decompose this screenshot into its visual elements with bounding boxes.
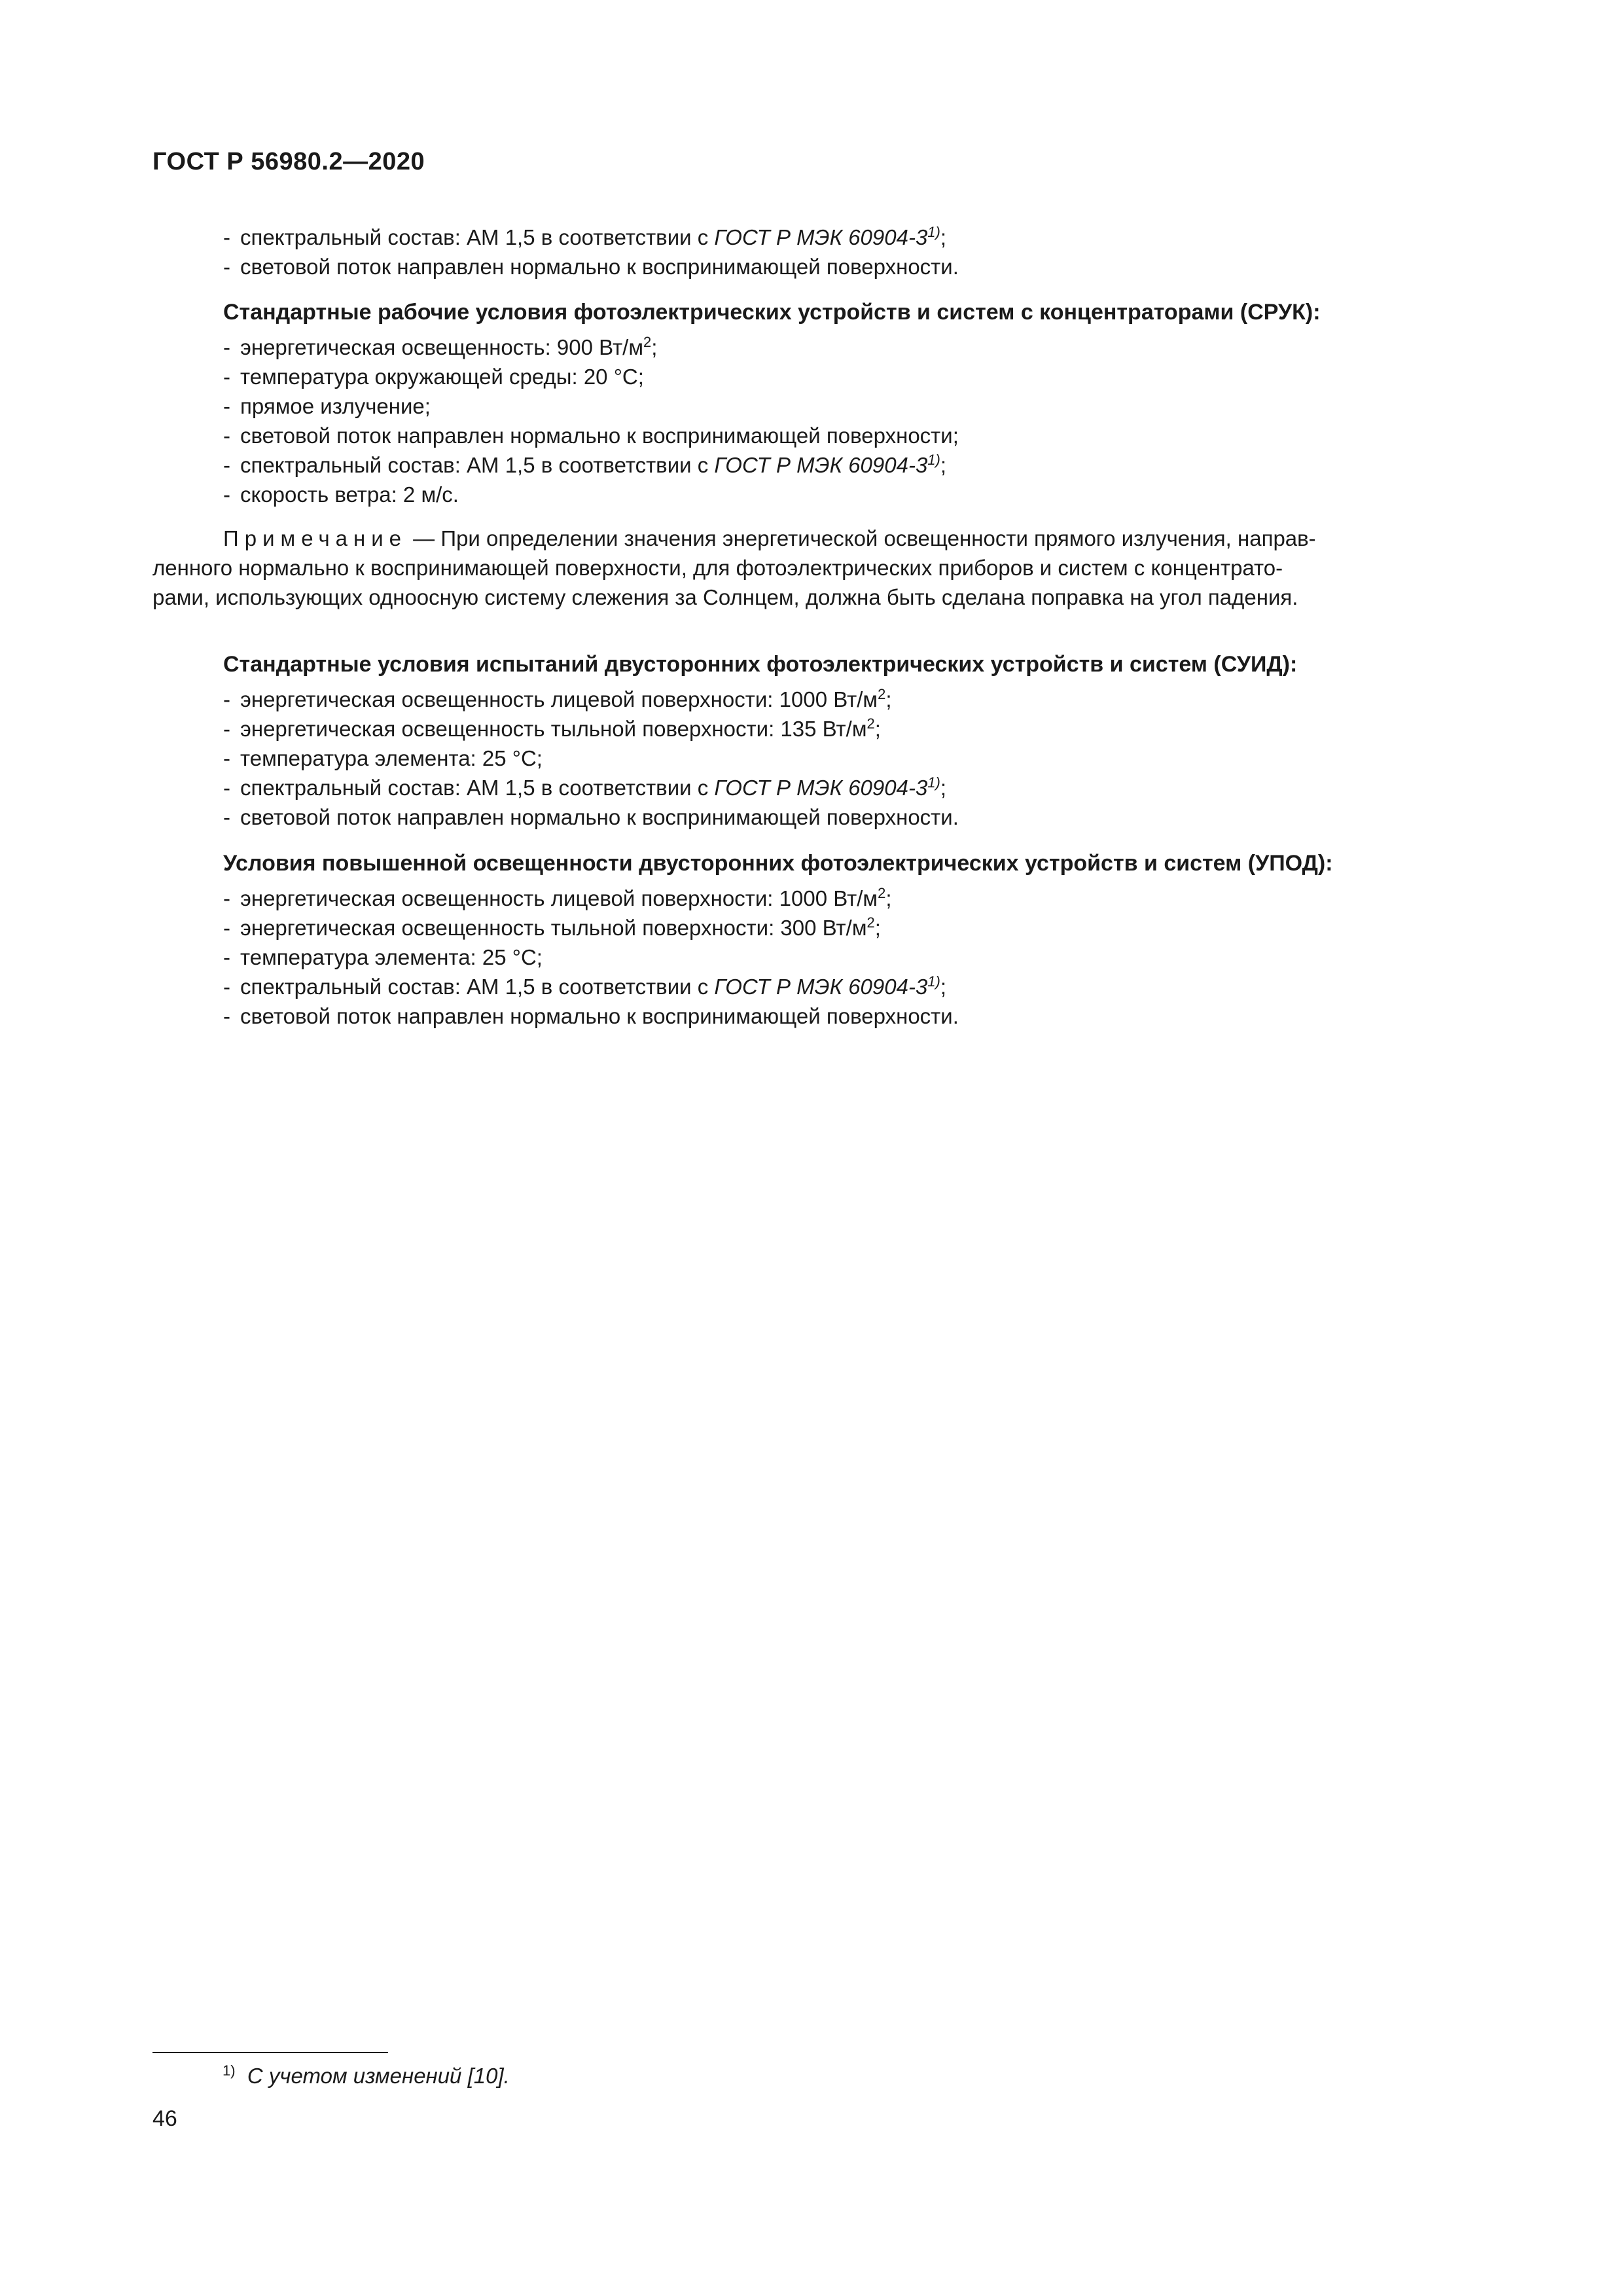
standard-reference: ГОСТ Р МЭК 60904-3	[714, 225, 928, 249]
footnote-marker: 1)	[927, 774, 940, 791]
list-item	[152, 421, 1471, 450]
footnote-marker: 1)	[927, 973, 940, 990]
list-item	[152, 362, 1471, 391]
list-item-text: спектральный состав: АМ 1,5 в соответствии с	[240, 453, 715, 477]
list-item-tail: ;	[874, 717, 881, 741]
note-line	[152, 524, 1471, 553]
footnote-marker: 1)	[927, 452, 940, 468]
list-item-tail: ;	[940, 975, 947, 999]
list-dash: -	[223, 423, 230, 448]
list-item-text: энергетическая освещенность лицевой поверхности: 1000 Вт/м	[240, 886, 878, 910]
list-item	[152, 685, 1471, 714]
list-item-tail: ;	[885, 886, 892, 910]
note-line: ленного нормально к воспринимающей поверхности, для фотоэлектрических приборов и систем с концентрато-	[152, 556, 1283, 580]
note-label: Примечание	[223, 526, 408, 550]
list-item	[152, 450, 1471, 480]
section-heading: Условия повышенной освещенности двусторонних фотоэлектрических устройств и систем (УПОД):	[223, 851, 1333, 876]
list-item-tail: ;	[940, 225, 947, 249]
section-suid	[152, 640, 1471, 832]
list-dash: -	[223, 394, 230, 418]
superscript: 2	[878, 885, 886, 901]
list-item-text: прямое излучение;	[240, 394, 431, 418]
note-text: — При определении значения энергетической освещенности прямого излучения, направ-	[407, 526, 1316, 550]
list-dash: -	[223, 886, 230, 910]
list-item	[152, 744, 1471, 773]
list-item	[152, 714, 1471, 744]
list-item	[152, 884, 1471, 913]
list-item	[152, 391, 1471, 421]
list-item-text: спектральный состав: АМ 1,5 в соответствии с	[240, 975, 715, 999]
list-item-text: температура элемента: 25 °С;	[240, 945, 543, 969]
standard-reference: ГОСТ Р МЭК 60904-3	[714, 453, 928, 477]
list-item-text: температура элемента: 25 °С;	[240, 746, 543, 770]
section-sruk	[152, 288, 1471, 612]
list-item-text: температура окружающей среды: 20 °С;	[240, 365, 644, 389]
list-item-text: энергетическая освещенность тыльной поверхности: 135 Вт/м	[240, 717, 867, 741]
list-item-text: световой поток направлен нормально к воспринимающей поверхности;	[240, 423, 959, 448]
note-line: рами, использующих одноосную систему слежения за Солнцем, должна быть сделана поправка на угол падения.	[152, 585, 1298, 609]
list-item-text: энергетическая освещенность тыльной поверхности: 300 Вт/м	[240, 916, 867, 940]
note-paragraph	[152, 524, 1471, 612]
section-heading: Стандартные условия испытаний двусторонних фотоэлектрических устройств и систем (СУИД):	[223, 652, 1298, 677]
footnote-marker: 1)	[223, 2062, 236, 2079]
footnote-text: С учетом изменений [10].	[247, 2064, 510, 2088]
top-list	[152, 223, 1471, 281]
footnote	[223, 2062, 510, 2090]
section-upod	[152, 839, 1471, 1031]
list-item-text: спектральный состав: АМ 1,5 в соответствии с	[240, 225, 715, 249]
standard-reference: ГОСТ Р МЭК 60904-3	[714, 776, 928, 800]
list-dash: -	[223, 776, 230, 800]
list-item	[152, 942, 1471, 972]
list-item	[152, 252, 1471, 281]
list-item	[152, 773, 1471, 802]
list-item-text: световой поток направлен нормально к воспринимающей поверхности.	[240, 1004, 959, 1028]
list-dash: -	[223, 1004, 230, 1028]
list-item	[152, 972, 1471, 1001]
list-dash: -	[223, 335, 230, 359]
list-dash: -	[223, 453, 230, 477]
list-item-tail: ;	[940, 776, 947, 800]
list-item-tail: ;	[885, 687, 892, 711]
list-dash: -	[223, 225, 230, 249]
list-item-text: световой поток направлен нормально к воспринимающей поверхности.	[240, 805, 959, 829]
list-item	[152, 913, 1471, 942]
list-dash: -	[223, 255, 230, 279]
list-dash: -	[223, 916, 230, 940]
document-header: ГОСТ Р 56980.2—2020	[152, 148, 425, 175]
superscript: 2	[866, 715, 875, 732]
list-item-tail: ;	[874, 916, 881, 940]
footnote-divider	[152, 2052, 388, 2053]
list-dash: -	[223, 717, 230, 741]
list-item-tail: ;	[651, 335, 658, 359]
superscript: 2	[643, 334, 652, 350]
list-dash: -	[223, 365, 230, 389]
list-item	[152, 480, 1471, 509]
list-dash: -	[223, 746, 230, 770]
list-dash: -	[223, 975, 230, 999]
list-item-text: энергетическая освещенность лицевой поверхности: 1000 Вт/м	[240, 687, 878, 711]
list-dash: -	[223, 805, 230, 829]
list-dash: -	[223, 687, 230, 711]
list-item	[152, 802, 1471, 832]
section-heading: Стандартные рабочие условия фотоэлектрических устройств и систем с концентраторами (СРУК):	[223, 300, 1321, 325]
list-dash: -	[223, 945, 230, 969]
list-item-text: спектральный состав: АМ 1,5 в соответствии с	[240, 776, 715, 800]
list-item-text: световой поток направлен нормально к воспринимающей поверхности.	[240, 255, 959, 279]
page-number: 46	[152, 2106, 177, 2131]
list-item-text: скорость ветра: 2 м/с.	[240, 482, 459, 507]
list-item-tail: ;	[940, 453, 947, 477]
standard-reference: ГОСТ Р МЭК 60904-3	[714, 975, 928, 999]
superscript: 2	[878, 686, 886, 702]
list-dash: -	[223, 482, 230, 507]
footnote-marker: 1)	[927, 224, 940, 240]
list-item-text: энергетическая освещенность: 900 Вт/м	[240, 335, 644, 359]
list-item	[152, 332, 1471, 362]
list-item	[152, 1001, 1471, 1031]
superscript: 2	[866, 914, 875, 931]
list-item	[152, 223, 1471, 252]
